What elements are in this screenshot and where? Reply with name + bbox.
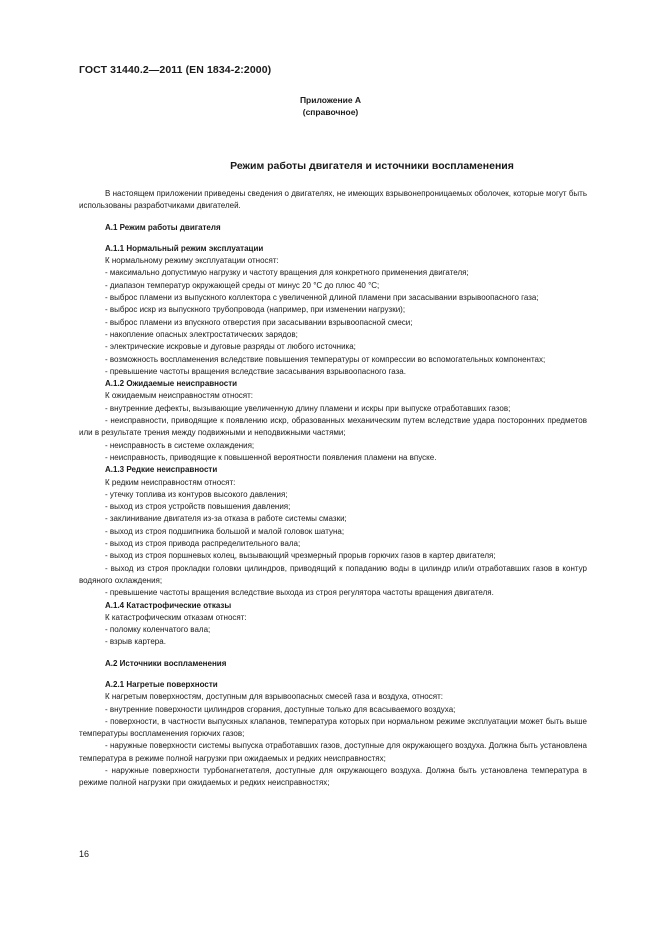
- standard-code: ГОСТ 31440.2—2011 (EN 1834-2:2000): [79, 64, 272, 76]
- subsection-heading: А.1.2 Ожидаемые неисправности: [105, 379, 238, 389]
- list-item: - превышение частоты вращения вследствие выхода из строя регулятора частоты вращения двигателя.: [105, 588, 494, 598]
- list-item: - утечку топлива из контуров высокого давления;: [105, 489, 288, 499]
- list-item: - выход из строя устройств повышения давления;: [105, 502, 291, 512]
- list-item: - возможность воспламенения вследствие повышения температуры от компрессии во вспомогательных компонентах;: [105, 354, 546, 364]
- main-title: Режим работы двигателя и источники воспламенения: [230, 160, 514, 172]
- list-item: - электрические искровые и дуговые разряды от любого источника;: [105, 342, 356, 352]
- list-item: - выход из строя привода распределительного вала;: [105, 539, 301, 549]
- list-item: - поломку коленчатого вала;: [105, 625, 211, 635]
- subsection-lead: К нагретым поверхностям, доступным для взрывоопасных смесей газа и воздуха, относят:: [105, 692, 443, 702]
- list-item: - взрыв картера.: [105, 637, 166, 647]
- subsection-lead: К катастрофическим отказам относят:: [105, 612, 247, 622]
- annex-header: [0, 94, 661, 118]
- intro-paragraph: В настоящем приложении приведены сведения о двигателях, не имеющих взрывонепроницаемых оболочек, которые могут быть использованы разработчиками двигателей.: [79, 189, 587, 211]
- list-item: - наружные поверхности системы выпуска отработавших газов, доступные для окружающего воздуха. Должна быть установлена температура в режиме полной нагрузки при ожидаемых и редких неисправностях;: [79, 741, 587, 763]
- annex-type: (справочное): [302, 107, 359, 117]
- list-item: - накопление опасных электростатических зарядов;: [105, 329, 298, 339]
- list-item: - наружные поверхности турбонагнетателя, доступные для окружающего воздуха. Должна быть установлена температура в режиме полной нагрузки при ожидаемых и редких неисправностях;: [79, 766, 587, 788]
- subsection-lead: К редким неисправностям относят:: [105, 477, 236, 487]
- page-number: 16: [79, 849, 90, 859]
- list-item: - превышение частоты вращения вследствие засасывания взрывоопасного газа.: [105, 366, 406, 376]
- list-item: - выброс пламени из впускного отверстия при засасывании взрывоопасной смеси;: [105, 317, 413, 327]
- list-item: - внутренние поверхности цилиндров сгорания, доступные только для всасываемого воздуха;: [105, 704, 456, 714]
- section-heading: А.2 Источники воспламенения: [105, 658, 227, 668]
- subsection-lead: К ожидаемым неисправностям относят:: [105, 391, 254, 401]
- list-item: - неисправности, приводящие к появлению искр, образованных механическим путем вследствие удара посторонних предметов или в результате трения между подвижными и неподвижными частями;: [79, 416, 587, 438]
- subsection-heading: А.2.1 Нагретые поверхности: [105, 679, 218, 689]
- annex-title: Приложение А: [299, 95, 362, 105]
- list-item: - выход из строя прокладки головки цилиндров, приводящий к попаданию воды в цилиндр или/и отработавших газов в контур водяного охлаждения;: [79, 563, 587, 585]
- list-item: - выброс искр из выпускного трубопровода (например, при изменении нагрузки);: [105, 305, 406, 315]
- list-item: - выход из строя подшипника большой и малой головок шатуна;: [105, 526, 345, 536]
- subsection-heading: А.1.3 Редкие неисправности: [105, 465, 218, 475]
- document-body: [79, 188, 587, 790]
- list-item: - максимально допустимую нагрузку и частоту вращения для конкретного применения двигателя;: [105, 268, 469, 278]
- list-item: - внутренние дефекты, вызывающие увеличенную длину пламени и искры при выпуске отработавших газов;: [105, 403, 511, 413]
- list-item: - поверхности, в частности выпускных клапанов, температура которых при нормальном режиме эксплуатации может быть выше температуры воспламенения горючих газов;: [79, 716, 587, 739]
- subsection-lead: К нормальному режиму эксплуатации относят:: [105, 256, 279, 266]
- list-item: - заклинивание двигателя из-за отказа в работе системы смазки;: [105, 514, 347, 524]
- section-heading: А.1 Режим работы двигателя: [105, 222, 221, 232]
- list-item: - выброс пламени из выпускного коллектора с увеличенной длиной пламени при засасывании взрывоопасного газа;: [105, 293, 539, 303]
- list-item: - неисправность в системе охлаждения;: [105, 440, 255, 450]
- list-item: - выход из строя поршневых колец, вызывающий чрезмерный прорыв горючих газов в картер двигателя;: [105, 551, 496, 561]
- subsection-heading: А.1.1 Нормальный режим эксплуатации: [105, 243, 264, 253]
- list-item: - диапазон температур окружающей среды от минус 20 °С до плюс 40 °С;: [105, 280, 380, 290]
- subsection-heading: А.1.4 Катастрофические отказы: [105, 600, 232, 610]
- list-item: - неисправность, приводящие к повышенной вероятности появления пламени на впуске.: [105, 452, 437, 462]
